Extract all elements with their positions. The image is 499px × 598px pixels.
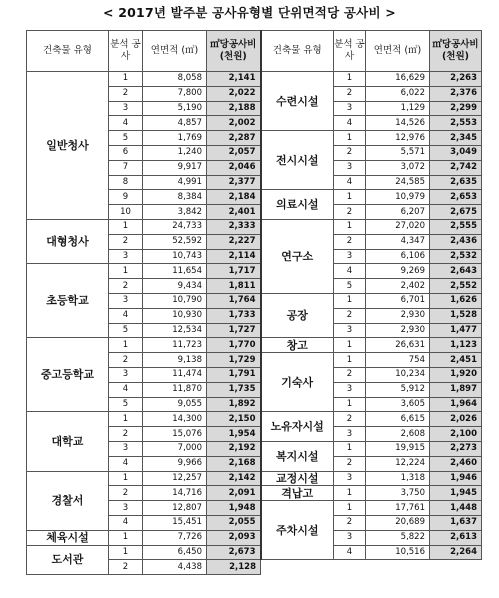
analysis-seq-cell: 2 xyxy=(334,234,366,249)
floor-area-cell: 12,224 xyxy=(366,456,430,471)
analysis-seq-cell: 1 xyxy=(109,530,143,545)
floor-area-cell: 1,318 xyxy=(366,471,430,486)
floor-area-cell: 19,915 xyxy=(366,441,430,456)
unit-cost-cell: 1,733 xyxy=(207,308,261,323)
floor-area-cell: 9,434 xyxy=(143,279,207,294)
building-type-cell: 복지시설 xyxy=(261,441,334,471)
analysis-seq-cell: 2 xyxy=(334,308,366,323)
analysis-seq-cell: 1 xyxy=(334,190,366,205)
cost-table xyxy=(26,30,482,575)
building-type-cell: 교정시설 xyxy=(261,471,334,486)
floor-area-cell: 4,991 xyxy=(143,175,207,190)
unit-cost-cell: 1,764 xyxy=(207,293,261,308)
unit-cost-cell: 2,273 xyxy=(430,441,482,456)
table-row xyxy=(27,338,482,353)
analysis-seq-cell: 2 xyxy=(334,205,366,220)
floor-area-cell: 9,269 xyxy=(366,264,430,279)
analysis-seq-cell: 2 xyxy=(109,279,143,294)
building-type-cell: 대학교 xyxy=(27,412,109,471)
floor-area-cell: 17,761 xyxy=(366,501,430,516)
floor-area-cell: 12,976 xyxy=(366,131,430,146)
header-unit-cost-right: ㎡당공사비 (천원) xyxy=(430,31,482,72)
building-type-cell: 주차시설 xyxy=(261,501,334,560)
floor-area-cell: 5,190 xyxy=(143,101,207,116)
analysis-seq-cell: 1 xyxy=(109,471,143,486)
table-row xyxy=(27,545,482,560)
analysis-seq-cell: 5 xyxy=(109,397,143,412)
floor-area-cell: 4,438 xyxy=(143,560,207,575)
floor-area-cell: 5,571 xyxy=(366,145,430,160)
floor-area-cell: 8,058 xyxy=(143,72,207,87)
building-type-cell: 기숙사 xyxy=(261,353,334,412)
analysis-seq-cell: 9 xyxy=(109,190,143,205)
unit-cost-cell: 2,635 xyxy=(430,175,482,190)
analysis-seq-cell: 2 xyxy=(109,427,143,442)
building-type-cell: 전시시설 xyxy=(261,131,334,190)
floor-area-cell: 1,240 xyxy=(143,145,207,160)
analysis-seq-cell: 4 xyxy=(109,515,143,530)
floor-area-cell: 14,526 xyxy=(366,116,430,131)
table-row xyxy=(27,72,482,87)
unit-cost-cell: 2,022 xyxy=(207,86,261,101)
unit-cost-cell: 2,742 xyxy=(430,160,482,175)
analysis-seq-cell: 2 xyxy=(109,560,143,575)
unit-cost-cell: 1,948 xyxy=(207,501,261,516)
analysis-seq-cell: 1 xyxy=(334,293,366,308)
analysis-seq-cell: 2 xyxy=(334,86,366,101)
unit-cost-cell: 1,811 xyxy=(207,279,261,294)
unit-cost-cell: 2,553 xyxy=(430,116,482,131)
unit-cost-cell: 1,791 xyxy=(207,367,261,382)
unit-cost-cell: 2,552 xyxy=(430,279,482,294)
floor-area-cell: 1,769 xyxy=(143,131,207,146)
floor-area-cell: 7,800 xyxy=(143,86,207,101)
analysis-seq-cell: 3 xyxy=(334,530,366,545)
analysis-seq-cell: 1 xyxy=(109,219,143,234)
unit-cost-cell: 1,626 xyxy=(430,293,482,308)
unit-cost-cell: 1,946 xyxy=(430,471,482,486)
analysis-seq-cell: 3 xyxy=(109,501,143,516)
floor-area-cell: 14,716 xyxy=(143,486,207,501)
unit-cost-cell: 2,192 xyxy=(207,441,261,456)
analysis-seq-cell: 2 xyxy=(109,353,143,368)
unit-cost-cell: 2,613 xyxy=(430,530,482,545)
floor-area-cell: 10,979 xyxy=(366,190,430,205)
building-type-cell: 일반청사 xyxy=(27,72,109,220)
floor-area-cell: 9,138 xyxy=(143,353,207,368)
header-analysis-seq-right: 분석 공사 xyxy=(334,31,366,72)
building-type-cell: 공장 xyxy=(261,293,334,337)
unit-cost-cell: 1,637 xyxy=(430,515,482,530)
unit-cost-cell: 1,892 xyxy=(207,397,261,412)
unit-cost-cell: 2,263 xyxy=(430,72,482,87)
unit-cost-cell: 2,141 xyxy=(207,72,261,87)
analysis-seq-cell: 4 xyxy=(334,545,366,560)
unit-cost-cell: 2,436 xyxy=(430,234,482,249)
table-row xyxy=(27,264,482,279)
unit-cost-cell: 2,299 xyxy=(430,101,482,116)
floor-area-cell: 2,608 xyxy=(366,427,430,442)
unit-cost-cell: 1,897 xyxy=(430,382,482,397)
unit-cost-cell: 2,451 xyxy=(430,353,482,368)
analysis-seq-cell: 4 xyxy=(109,456,143,471)
unit-cost-cell: 2,532 xyxy=(430,249,482,264)
floor-area-cell: 11,723 xyxy=(143,338,207,353)
analysis-seq-cell: 1 xyxy=(109,338,143,353)
analysis-seq-cell: 3 xyxy=(334,471,366,486)
analysis-seq-cell: 3 xyxy=(109,441,143,456)
analysis-seq-cell: 1 xyxy=(334,486,366,501)
floor-area-cell: 2,402 xyxy=(366,279,430,294)
floor-area-cell: 6,207 xyxy=(366,205,430,220)
floor-area-cell: 10,234 xyxy=(366,367,430,382)
building-type-cell: 경찰서 xyxy=(27,471,109,530)
analysis-seq-cell: 6 xyxy=(109,145,143,160)
unit-cost-cell: 2,333 xyxy=(207,219,261,234)
analysis-seq-cell: 2 xyxy=(109,486,143,501)
analysis-seq-cell: 1 xyxy=(334,338,366,353)
unit-cost-cell: 2,653 xyxy=(430,190,482,205)
building-type-cell: 의료시설 xyxy=(261,190,334,220)
floor-area-cell: 6,106 xyxy=(366,249,430,264)
analysis-seq-cell: 3 xyxy=(334,427,366,442)
analysis-seq-cell: 2 xyxy=(334,412,366,427)
analysis-seq-cell: 3 xyxy=(334,101,366,116)
analysis-seq-cell: 1 xyxy=(334,397,366,412)
analysis-seq-cell: 5 xyxy=(109,323,143,338)
floor-area-cell: 9,917 xyxy=(143,160,207,175)
floor-area-cell: 4,857 xyxy=(143,116,207,131)
analysis-seq-cell: 3 xyxy=(334,382,366,397)
unit-cost-cell: 2,376 xyxy=(430,86,482,101)
unit-cost-cell: 1,448 xyxy=(430,501,482,516)
analysis-seq-cell: 2 xyxy=(334,145,366,160)
analysis-seq-cell: 1 xyxy=(334,72,366,87)
unit-cost-cell: 2,555 xyxy=(430,219,482,234)
unit-cost-cell: 2,091 xyxy=(207,486,261,501)
table-row xyxy=(27,471,482,486)
unit-cost-cell: 2,184 xyxy=(207,190,261,205)
building-type-cell: 격납고 xyxy=(261,486,334,501)
analysis-seq-cell: 1 xyxy=(334,501,366,516)
analysis-seq-cell: 8 xyxy=(109,175,143,190)
floor-area-cell: 1,129 xyxy=(366,101,430,116)
unit-cost-cell: 2,188 xyxy=(207,101,261,116)
building-type-cell: 중고등학교 xyxy=(27,338,109,412)
unit-cost-cell: 2,114 xyxy=(207,249,261,264)
floor-area-cell: 5,822 xyxy=(366,530,430,545)
floor-area-cell: 6,450 xyxy=(143,545,207,560)
analysis-seq-cell: 1 xyxy=(334,353,366,368)
unit-cost-cell: 1,945 xyxy=(430,486,482,501)
analysis-seq-cell: 10 xyxy=(109,205,143,220)
unit-cost-cell: 2,046 xyxy=(207,160,261,175)
unit-cost-cell: 2,264 xyxy=(430,545,482,560)
floor-area-cell: 3,072 xyxy=(366,160,430,175)
unit-cost-cell: 2,002 xyxy=(207,116,261,131)
floor-area-cell: 7,000 xyxy=(143,441,207,456)
header-building-type-right: 건축물 유형 xyxy=(261,31,334,72)
floor-area-cell: 15,076 xyxy=(143,427,207,442)
floor-area-cell: 2,930 xyxy=(366,323,430,338)
floor-area-cell: 4,347 xyxy=(366,234,430,249)
header-analysis-seq: 분석 공사 xyxy=(109,31,143,72)
unit-cost-cell: 2,150 xyxy=(207,412,261,427)
unit-cost-cell: 2,227 xyxy=(207,234,261,249)
floor-area-cell: 10,930 xyxy=(143,308,207,323)
building-type-cell: 초등학교 xyxy=(27,264,109,338)
unit-cost-cell: 1,528 xyxy=(430,308,482,323)
floor-area-cell: 6,022 xyxy=(366,86,430,101)
floor-area-cell: 3,750 xyxy=(366,486,430,501)
unit-cost-cell: 2,675 xyxy=(430,205,482,220)
unit-cost-cell: 2,673 xyxy=(207,545,261,560)
analysis-seq-cell: 2 xyxy=(109,234,143,249)
floor-area-cell: 6,701 xyxy=(366,293,430,308)
analysis-seq-cell: 5 xyxy=(109,131,143,146)
building-type-cell: 대형청사 xyxy=(27,219,109,263)
floor-area-cell: 11,654 xyxy=(143,264,207,279)
analysis-seq-cell: 4 xyxy=(109,308,143,323)
analysis-seq-cell: 2 xyxy=(334,515,366,530)
analysis-seq-cell: 3 xyxy=(109,101,143,116)
floor-area-cell: 10,516 xyxy=(366,545,430,560)
floor-area-cell: 11,474 xyxy=(143,367,207,382)
analysis-seq-cell: 1 xyxy=(334,219,366,234)
floor-area-cell: 6,615 xyxy=(366,412,430,427)
floor-area-cell: 27,020 xyxy=(366,219,430,234)
unit-cost-cell: 1,729 xyxy=(207,353,261,368)
unit-cost-cell: 2,345 xyxy=(430,131,482,146)
unit-cost-cell: 2,142 xyxy=(207,471,261,486)
floor-area-cell: 5,912 xyxy=(366,382,430,397)
unit-cost-cell: 2,026 xyxy=(430,412,482,427)
analysis-seq-cell: 4 xyxy=(334,116,366,131)
unit-cost-cell: 1,964 xyxy=(430,397,482,412)
unit-cost-cell: 2,287 xyxy=(207,131,261,146)
analysis-seq-cell: 3 xyxy=(334,160,366,175)
unit-cost-cell: 2,128 xyxy=(207,560,261,575)
building-type-cell: 창고 xyxy=(261,338,334,353)
table-row xyxy=(27,412,482,427)
table-row xyxy=(27,530,482,545)
analysis-seq-cell: 1 xyxy=(109,545,143,560)
floor-area-cell: 24,585 xyxy=(366,175,430,190)
floor-area-cell: 12,807 xyxy=(143,501,207,516)
analysis-seq-cell: 7 xyxy=(109,160,143,175)
unit-cost-cell: 3,049 xyxy=(430,145,482,160)
analysis-seq-cell: 1 xyxy=(109,264,143,279)
analysis-seq-cell: 1 xyxy=(109,412,143,427)
building-type-cell: 체육시설 xyxy=(27,530,109,545)
floor-area-cell: 3,605 xyxy=(366,397,430,412)
analysis-seq-cell: 2 xyxy=(334,456,366,471)
floor-area-cell: 26,631 xyxy=(366,338,430,353)
floor-area-cell: 7,726 xyxy=(143,530,207,545)
unit-cost-cell: 1,735 xyxy=(207,382,261,397)
floor-area-cell: 52,592 xyxy=(143,234,207,249)
floor-area-cell: 3,842 xyxy=(143,205,207,220)
page-title: < 2017년 발주분 공사유형별 단위면적당 공사비 > xyxy=(103,5,396,20)
analysis-seq-cell: 4 xyxy=(109,116,143,131)
header-building-type: 건축물 유형 xyxy=(27,31,109,72)
unit-cost-cell: 2,643 xyxy=(430,264,482,279)
building-type-cell: 수련시설 xyxy=(261,72,334,131)
unit-cost-cell: 2,100 xyxy=(430,427,482,442)
unit-cost-cell: 2,055 xyxy=(207,515,261,530)
unit-cost-cell: 2,168 xyxy=(207,456,261,471)
unit-cost-cell: 2,093 xyxy=(207,530,261,545)
floor-area-cell: 16,629 xyxy=(366,72,430,87)
unit-cost-cell: 1,123 xyxy=(430,338,482,353)
floor-area-cell: 2,930 xyxy=(366,308,430,323)
header-row xyxy=(27,31,482,72)
floor-area-cell: 9,966 xyxy=(143,456,207,471)
unit-cost-cell: 1,717 xyxy=(207,264,261,279)
unit-cost-cell: 1,477 xyxy=(430,323,482,338)
unit-cost-cell: 1,770 xyxy=(207,338,261,353)
unit-cost-cell: 1,727 xyxy=(207,323,261,338)
header-floor-area: 연면적 (㎡) xyxy=(143,31,207,72)
analysis-seq-cell: 2 xyxy=(109,86,143,101)
table-body xyxy=(27,72,482,575)
floor-area-cell: 754 xyxy=(366,353,430,368)
unit-cost-cell: 1,920 xyxy=(430,367,482,382)
analysis-seq-cell: 1 xyxy=(334,131,366,146)
header-floor-area-right: 연면적 (㎡) xyxy=(366,31,430,72)
analysis-seq-cell: 4 xyxy=(334,264,366,279)
floor-area-cell: 15,451 xyxy=(143,515,207,530)
unit-cost-cell: 2,460 xyxy=(430,456,482,471)
floor-area-cell: 9,055 xyxy=(143,397,207,412)
analysis-seq-cell: 4 xyxy=(334,175,366,190)
analysis-seq-cell: 3 xyxy=(109,249,143,264)
analysis-seq-cell: 3 xyxy=(334,249,366,264)
unit-cost-cell: 2,057 xyxy=(207,145,261,160)
floor-area-cell: 8,384 xyxy=(143,190,207,205)
analysis-seq-cell: 5 xyxy=(334,279,366,294)
header-unit-cost: ㎡당공사비 (천원) xyxy=(207,31,261,72)
building-type-cell: 연구소 xyxy=(261,219,334,293)
floor-area-cell: 20,689 xyxy=(366,515,430,530)
floor-area-cell: 11,870 xyxy=(143,382,207,397)
analysis-seq-cell: 1 xyxy=(109,72,143,87)
floor-area-cell: 10,790 xyxy=(143,293,207,308)
analysis-seq-cell: 2 xyxy=(334,367,366,382)
analysis-seq-cell: 4 xyxy=(109,382,143,397)
building-type-cell: 도서관 xyxy=(27,545,109,575)
unit-cost-cell: 2,377 xyxy=(207,175,261,190)
table-row xyxy=(27,219,482,234)
building-type-cell: 노유자시설 xyxy=(261,412,334,442)
analysis-seq-cell: 3 xyxy=(109,367,143,382)
analysis-seq-cell: 3 xyxy=(334,323,366,338)
analysis-seq-cell: 3 xyxy=(109,293,143,308)
floor-area-cell: 10,743 xyxy=(143,249,207,264)
unit-cost-cell: 1,954 xyxy=(207,427,261,442)
unit-cost-cell: 2,401 xyxy=(207,205,261,220)
floor-area-cell: 12,257 xyxy=(143,471,207,486)
floor-area-cell: 12,534 xyxy=(143,323,207,338)
floor-area-cell: 14,300 xyxy=(143,412,207,427)
floor-area-cell: 24,733 xyxy=(143,219,207,234)
analysis-seq-cell: 1 xyxy=(334,441,366,456)
